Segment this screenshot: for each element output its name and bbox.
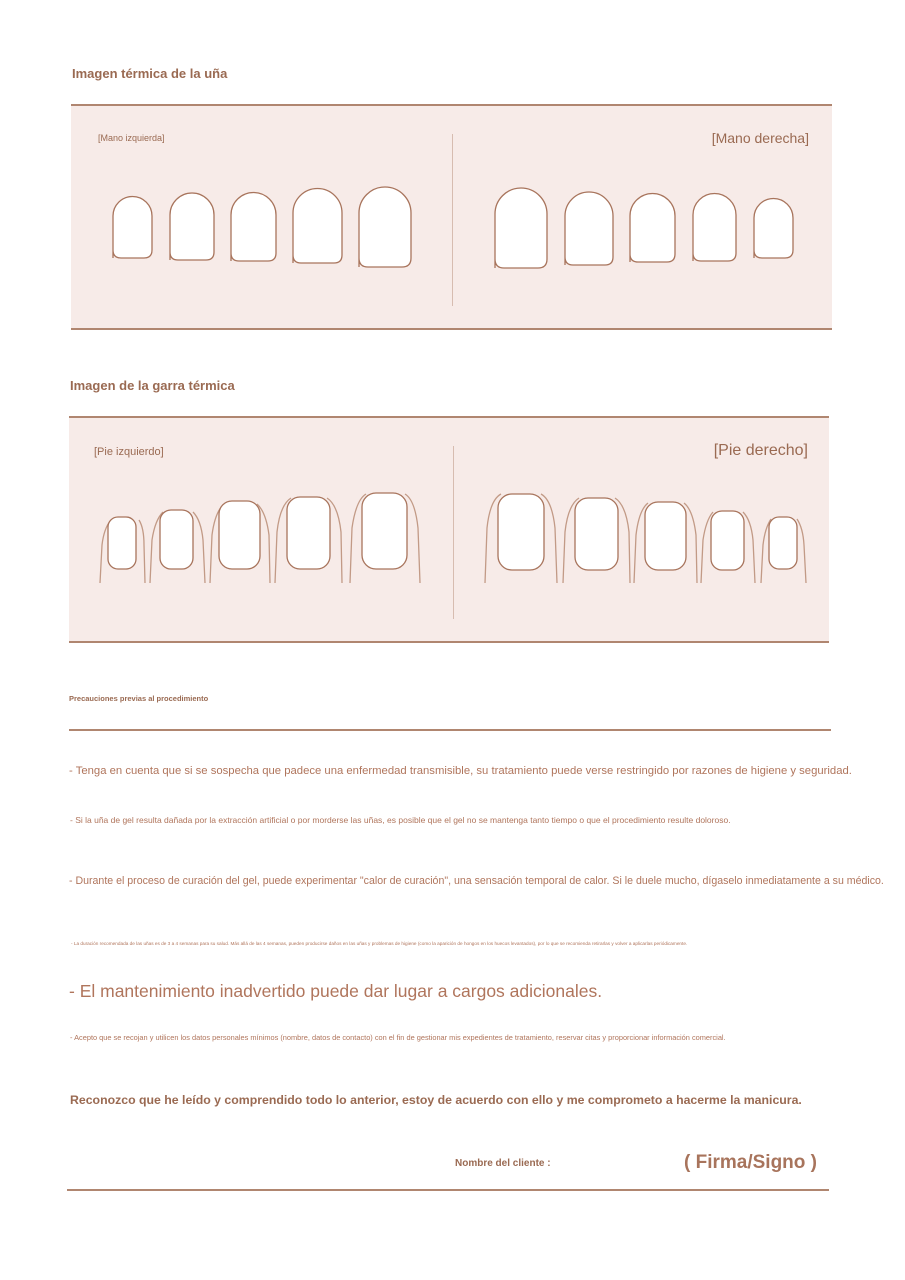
left-foot-label: [Pie izquierdo] bbox=[94, 446, 164, 458]
agreement-statement: Reconozco que he leído y comprendido todo lo anterior, estoy de acuerdo con ello y me comprometo a hacerme la manicura. bbox=[70, 1093, 802, 1107]
right-foot-toenail-1 bbox=[498, 494, 544, 570]
precautions-rule bbox=[69, 729, 831, 731]
left-foot-toenail-5 bbox=[362, 493, 407, 569]
right-foot-toenail-3 bbox=[645, 502, 686, 570]
precautions-title: Precauciones previas al procedimiento bbox=[69, 694, 209, 703]
left-foot-toenail-4 bbox=[287, 497, 330, 569]
signature-label: ( Firma/Signo ) bbox=[684, 1152, 817, 1173]
client-name-label: Nombre del cliente : bbox=[455, 1158, 551, 1169]
right-hand-label: [Mano derecha] bbox=[711, 130, 809, 146]
precaution-item-4: - La duración recomendada de las uñas es de 3 a 4 semanas para su salud. Más allá de las 4 semanas, pueden producirse daños en las uñas y problemas de higiene (como la aparición de hongos en los huecos levantados), por lo que se recomienda retirarlas y volver a aplicarlas periódicamente. bbox=[71, 941, 688, 946]
left-foot-toenail-1 bbox=[108, 517, 136, 569]
nail-section-title: Imagen térmica de la uña bbox=[72, 66, 228, 81]
right-foot-toenail-4 bbox=[711, 511, 744, 570]
right-foot-toenail-5 bbox=[769, 517, 797, 569]
right-foot-label: [Pie derecho] bbox=[713, 442, 808, 459]
precaution-item-5: - El mantenimiento inadvertido puede dar lugar a cargos adicionales. bbox=[69, 981, 603, 1001]
precaution-item-6: - Acepto que se recojan y utilicen los datos personales mínimos (nombre, datos de contacto) con el fin de gestionar mis expedientes de tratamiento, reservar citas y proporcionar información comercial. bbox=[70, 1033, 726, 1042]
left-foot-toenail-3 bbox=[219, 501, 260, 569]
left-hand-label: [Mano izquierda] bbox=[98, 133, 165, 143]
right-foot-toenail-2 bbox=[575, 498, 618, 570]
precaution-item-3: - Durante el proceso de curación del gel, puede experimentar "calor de curación", una sensación temporal de calor. Si le duele mucho, dígaselo inmediatamente a su médico. bbox=[69, 875, 884, 887]
precaution-item-2: - Si la uña de gel resulta dañada por la extracción artificial o por morderse las uñas, es posible que el gel no se mantenga tanto tiempo o que el procedimiento resulte doloroso. bbox=[70, 815, 731, 825]
left-foot-toenail-2 bbox=[160, 510, 193, 569]
precaution-item-1: - Tenga en cuenta que si se sospecha que padece una enfermedad transmisible, su tratamiento puede verse restringido por razones de higiene y seguridad. bbox=[69, 765, 852, 777]
toe-section-title: Imagen de la garra térmica bbox=[70, 378, 235, 393]
signature-rule bbox=[67, 1189, 829, 1191]
